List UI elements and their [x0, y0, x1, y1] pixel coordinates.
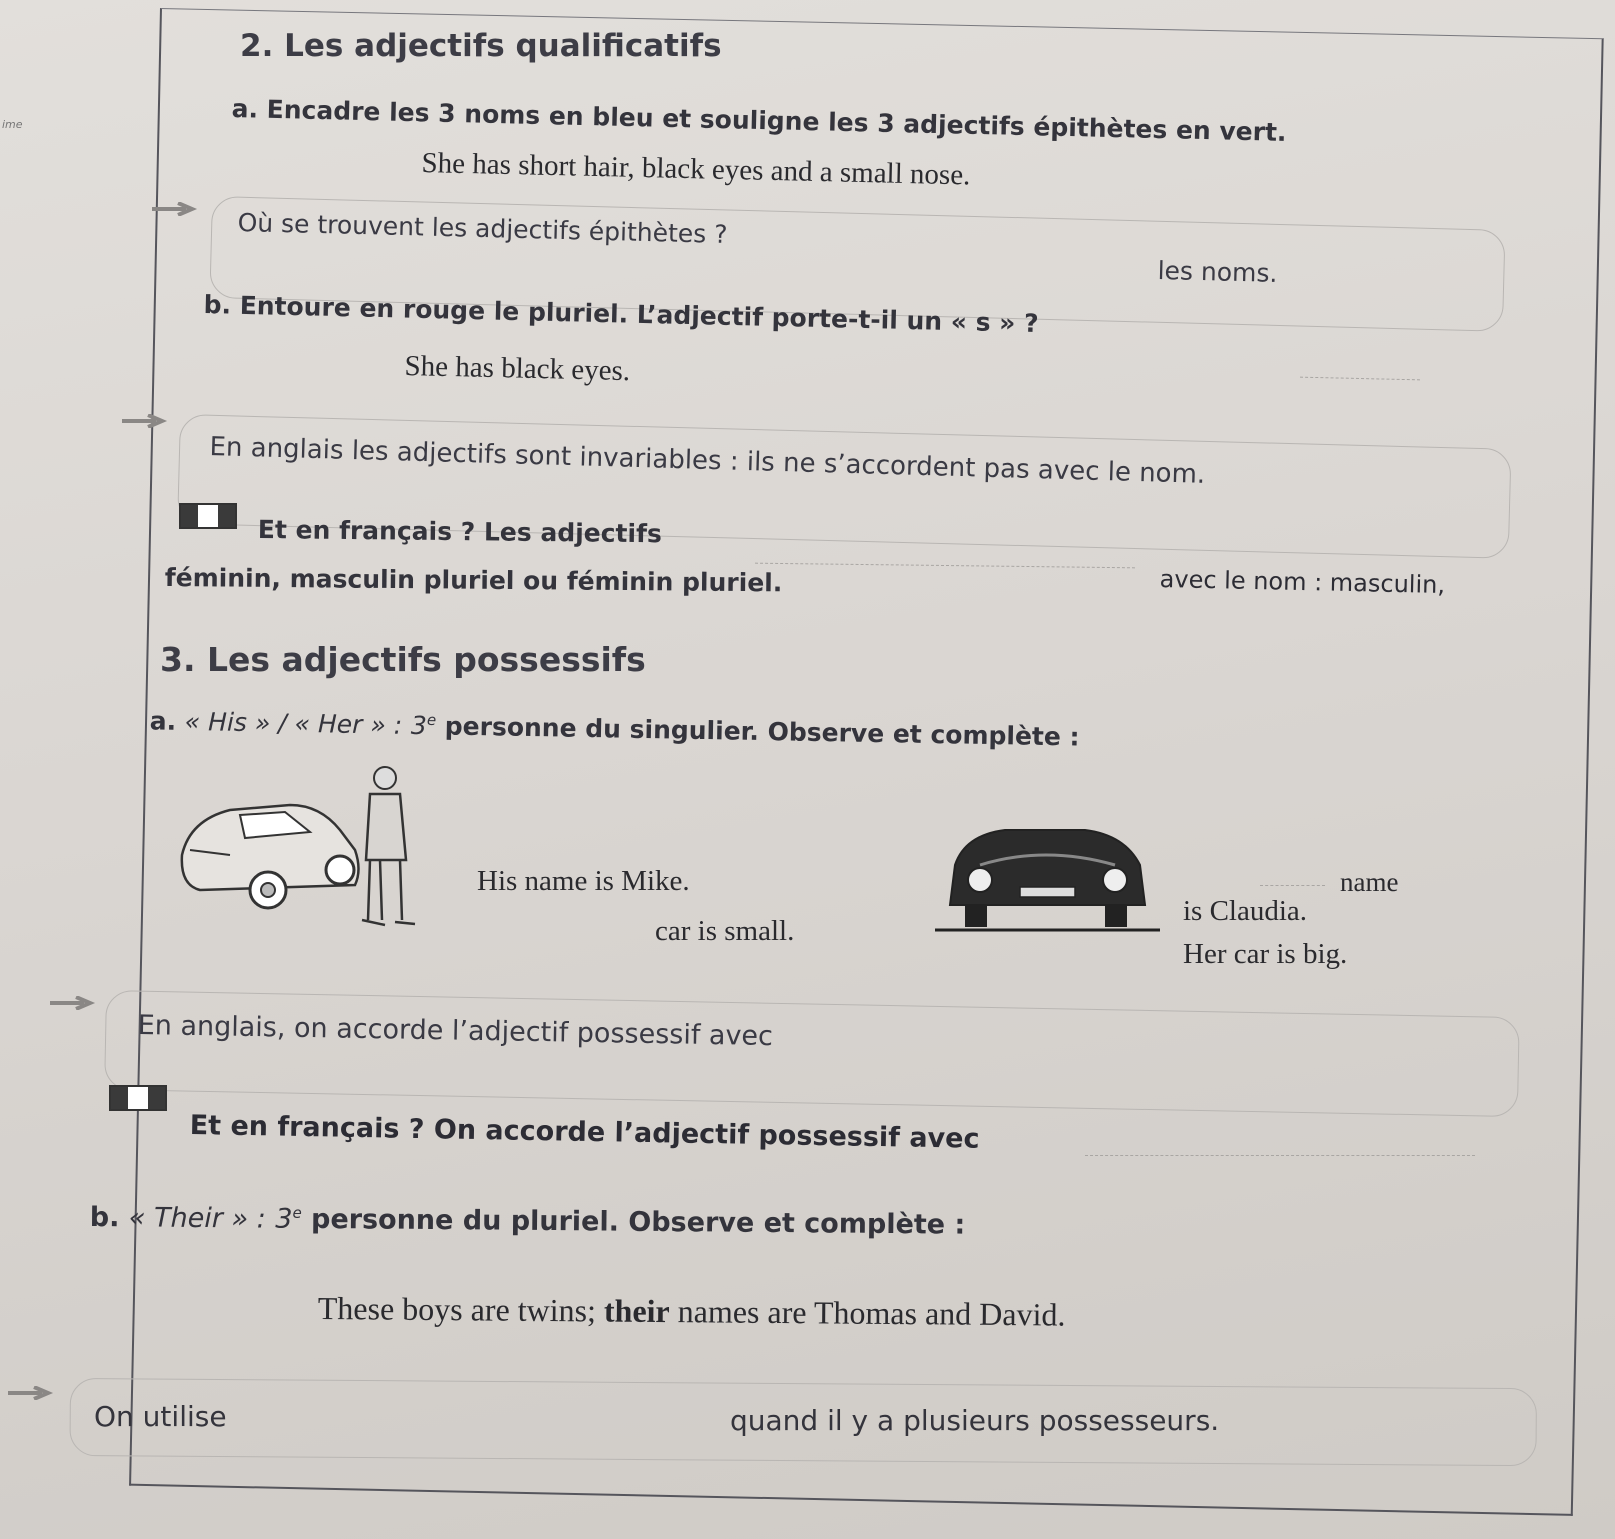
- section-3-title: 3. Les adjectifs possessifs: [160, 640, 646, 679]
- arrow-icon: [50, 996, 96, 1010]
- sentence-3b-start: These boys are twins;: [317, 1290, 597, 1329]
- instruction-3b-rest: personne du pluriel. Observe et complète :: [310, 1203, 966, 1241]
- rule-their-end: quand il y a plusieurs possesseurs.: [730, 1404, 1220, 1437]
- arrow-icon: [122, 414, 168, 428]
- rule-possessive-english: En anglais, on accorde l’adjectif possessif avec: [137, 1010, 774, 1053]
- sentence-3b-end: names are Thomas and David.: [677, 1293, 1066, 1333]
- mike-sentence-1: His name is Mike.: [477, 865, 690, 897]
- claudia-sentence-1: is Claudia.: [1183, 895, 1308, 927]
- section-2-title: 2. Les adjectifs qualificatifs: [240, 28, 722, 64]
- ordinal-number: 3: [410, 710, 428, 741]
- claudia-name-word: name: [1340, 867, 1399, 897]
- claudia-sentence-2: Her car is big.: [1183, 938, 1348, 970]
- ordinal-suffix: e: [292, 1203, 302, 1222]
- answer-line: [1085, 1155, 1475, 1156]
- his-her-label: « His » / « Her » :: [184, 706, 403, 740]
- ordinal-number: 3: [275, 1203, 293, 1235]
- rule-their-start: On utilise: [94, 1400, 227, 1433]
- answer-line: [1260, 885, 1325, 886]
- their-label: « Their » :: [128, 1202, 266, 1235]
- man-drawing: [340, 760, 440, 930]
- sentence-2a: She has short hair, black eyes and a small nose.: [421, 147, 971, 192]
- french-answer-end: avec le nom : masculin,: [1159, 565, 1446, 599]
- ordinal-suffix: e: [426, 710, 437, 729]
- french-question-2: Et en français ? Les adjectifs: [257, 515, 662, 549]
- instruction-3a-prefix: a.: [149, 706, 177, 736]
- instruction-3b-prefix: b.: [89, 1202, 120, 1234]
- arrow-icon: [152, 202, 198, 216]
- flag-icon: [108, 1082, 168, 1116]
- mike-sentence-2: car is small.: [655, 915, 795, 947]
- french-question-3-text: Et en français ? On accorde l’adjectif possessif avec: [189, 1110, 980, 1155]
- flag-icon: [178, 500, 238, 534]
- question-box-1: Où se trouvent les adjectifs épithètes ?: [237, 208, 728, 249]
- box-1-end: les noms.: [1157, 256, 1278, 288]
- french-genders: féminin, masculin pluriel ou féminin pluriel.: [164, 563, 783, 598]
- instruction-2b: b. Entoure en rouge le pluriel. L’adjectif porte-t-il un « s » ?: [203, 290, 1039, 338]
- sentence-3b: [318, 1290, 1066, 1334]
- convertible-drawing: [935, 805, 1160, 950]
- instruction-3a-rest: personne du singulier. Observe et complète :: [444, 711, 1080, 752]
- instruction-2a: a. Encadre les 3 noms en bleu et souligne les 3 adjectifs épithètes en vert.: [231, 94, 1287, 147]
- rule-invariables: En anglais les adjectifs sont invariables : ils ne s’accordent pas avec le nom.: [209, 432, 1206, 490]
- margin-note: ime: [2, 118, 23, 131]
- arrow-icon: [8, 1386, 54, 1400]
- their-bold: their: [603, 1292, 670, 1330]
- sentence-2b: She has black eyes.: [404, 350, 631, 388]
